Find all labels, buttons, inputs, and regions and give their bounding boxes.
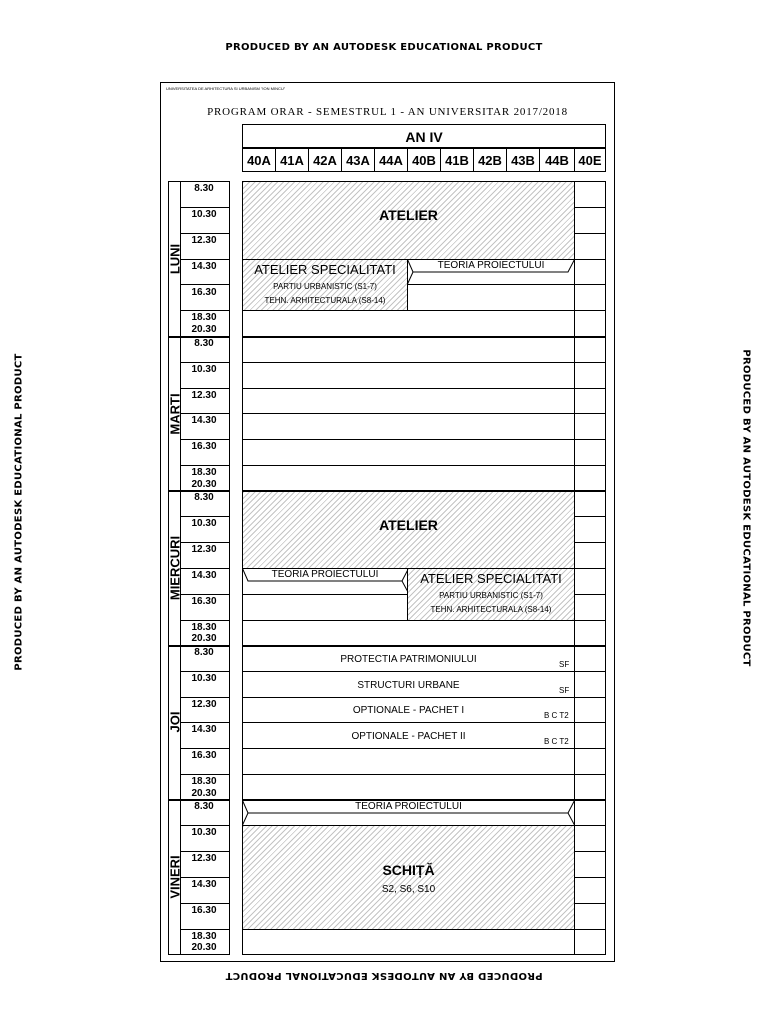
- program-title: PROGRAM ORAR - SEMESTRUL 1 - AN UNIVERSITAR 2017/2018: [207, 106, 568, 118]
- day-marti: MARTI: [167, 393, 183, 435]
- time-label: 8.30: [194, 492, 214, 503]
- day-miercuri: MIERCURI: [167, 535, 183, 601]
- time-label: 8.30: [194, 338, 214, 349]
- time-label: 8.30: [194, 801, 214, 812]
- time-label: 20.30: [191, 324, 217, 335]
- time-label: 10.30: [191, 518, 217, 529]
- time-label: 14.30: [191, 261, 217, 272]
- time-label: 12.30: [191, 853, 217, 864]
- watermark-left: PRODUCED BY AN AUTODESK EDUCATIONAL PRODUCT: [13, 353, 25, 671]
- time-label: 18.30: [191, 312, 217, 323]
- joi-course-2-code: SF: [559, 686, 570, 695]
- group-43a: 43A: [341, 148, 375, 172]
- time-label: 16.30: [191, 287, 217, 298]
- watermark-right: PRODUCED BY AN AUTODESK EDUCATIONAL PRODUCT: [740, 349, 752, 667]
- vineri-schita-groups: S2, S6, S10: [381, 884, 436, 895]
- time-label: 16.30: [191, 441, 217, 452]
- time-label: 18.30: [191, 467, 217, 478]
- time-label: 20.30: [191, 479, 217, 490]
- time-label: 10.30: [191, 209, 217, 220]
- group-42b: 42B: [473, 148, 507, 172]
- time-label: 20.30: [191, 788, 217, 799]
- time-label: 12.30: [191, 390, 217, 401]
- miercuri-specialitati-label: ATELIER SPECIALITATI: [420, 571, 562, 586]
- miercuri-partiu-label: PARTIU URBANISTIC (S1-7): [439, 591, 543, 600]
- day-joi: JOI: [167, 711, 183, 733]
- time-label: 16.30: [191, 905, 217, 916]
- group-43b: 43B: [506, 148, 540, 172]
- group-44b: 44B: [539, 148, 575, 172]
- time-label: 12.30: [191, 235, 217, 246]
- luni-specialitati-label: ATELIER SPECIALITATI: [254, 262, 396, 277]
- group-40b: 40B: [407, 148, 441, 172]
- group-41a: 41A: [275, 148, 309, 172]
- time-label: 18.30: [191, 776, 217, 787]
- vineri-teoria-label: TEORIA PROIECTULUI: [355, 801, 462, 812]
- time-label: 12.30: [191, 544, 217, 555]
- time-label: 14.30: [191, 724, 217, 735]
- time-label: 18.30: [191, 931, 217, 942]
- time-label: 18.30: [191, 622, 217, 633]
- joi-course-4-code: B C T2: [544, 737, 569, 746]
- miercuri-teoria-label: TEORIA PROIECTULUI: [271, 569, 379, 580]
- vineri-schita-label: SCHIȚĂ: [382, 862, 435, 878]
- group-42a: 42A: [308, 148, 342, 172]
- time-label: 20.30: [191, 633, 217, 644]
- time-label: 8.30: [194, 183, 214, 194]
- day-vineri: VINERI: [167, 855, 183, 899]
- time-label: 20.30: [191, 942, 217, 953]
- luni-atelier-label: ATELIER: [379, 207, 438, 223]
- day-luni: LUNI: [167, 243, 183, 275]
- joi-course-2: STRUCTURI URBANE: [357, 680, 460, 691]
- time-label: 10.30: [191, 364, 217, 375]
- luni-partiu-label: PARTIU URBANISTIC (S1-7): [273, 282, 377, 291]
- joi-course-4: OPTIONALE - PACHET II: [351, 731, 466, 742]
- time-label: 8.30: [194, 647, 214, 658]
- time-label: 14.30: [191, 879, 217, 890]
- group-40a: 40A: [242, 148, 276, 172]
- miercuri-tehn-label: TEHN. ARHITECTURALA (S8-14): [430, 605, 552, 614]
- time-label: 14.30: [191, 415, 217, 426]
- time-label: 16.30: [191, 596, 217, 607]
- joi-course-3-code: B C T2: [544, 711, 569, 720]
- watermark-bottom: PRODUCED BY AN AUTODESK EDUCATIONAL PRODUCT: [225, 970, 543, 981]
- luni-teoria-label: TEORIA PROIECTULUI: [437, 260, 545, 271]
- joi-course-3: OPTIONALE - PACHET I: [352, 705, 465, 716]
- year-header: AN IV: [242, 124, 606, 148]
- time-label: 16.30: [191, 750, 217, 761]
- joi-course-1: PROTECTIA PATRIMONIULUI: [340, 654, 477, 665]
- university-name: UNIVERSITATEA DE ARHITECTURA SI URBANISM "ION MINCU": [166, 86, 286, 91]
- group-44a: 44A: [374, 148, 408, 172]
- miercuri-atelier-label: ATELIER: [379, 517, 438, 533]
- joi-course-1-code: SF: [559, 660, 570, 669]
- time-label: 12.30: [191, 699, 217, 710]
- time-label: 10.30: [191, 673, 217, 684]
- luni-tehn-label: TEHN. ARHITECTURALA (S8-14): [264, 296, 386, 305]
- time-label: 14.30: [191, 570, 217, 581]
- time-label: 10.30: [191, 827, 217, 838]
- group-40e: 40E: [574, 148, 606, 172]
- watermark-top: PRODUCED BY AN AUTODESK EDUCATIONAL PRODUCT: [225, 42, 543, 53]
- group-41b: 41B: [440, 148, 474, 172]
